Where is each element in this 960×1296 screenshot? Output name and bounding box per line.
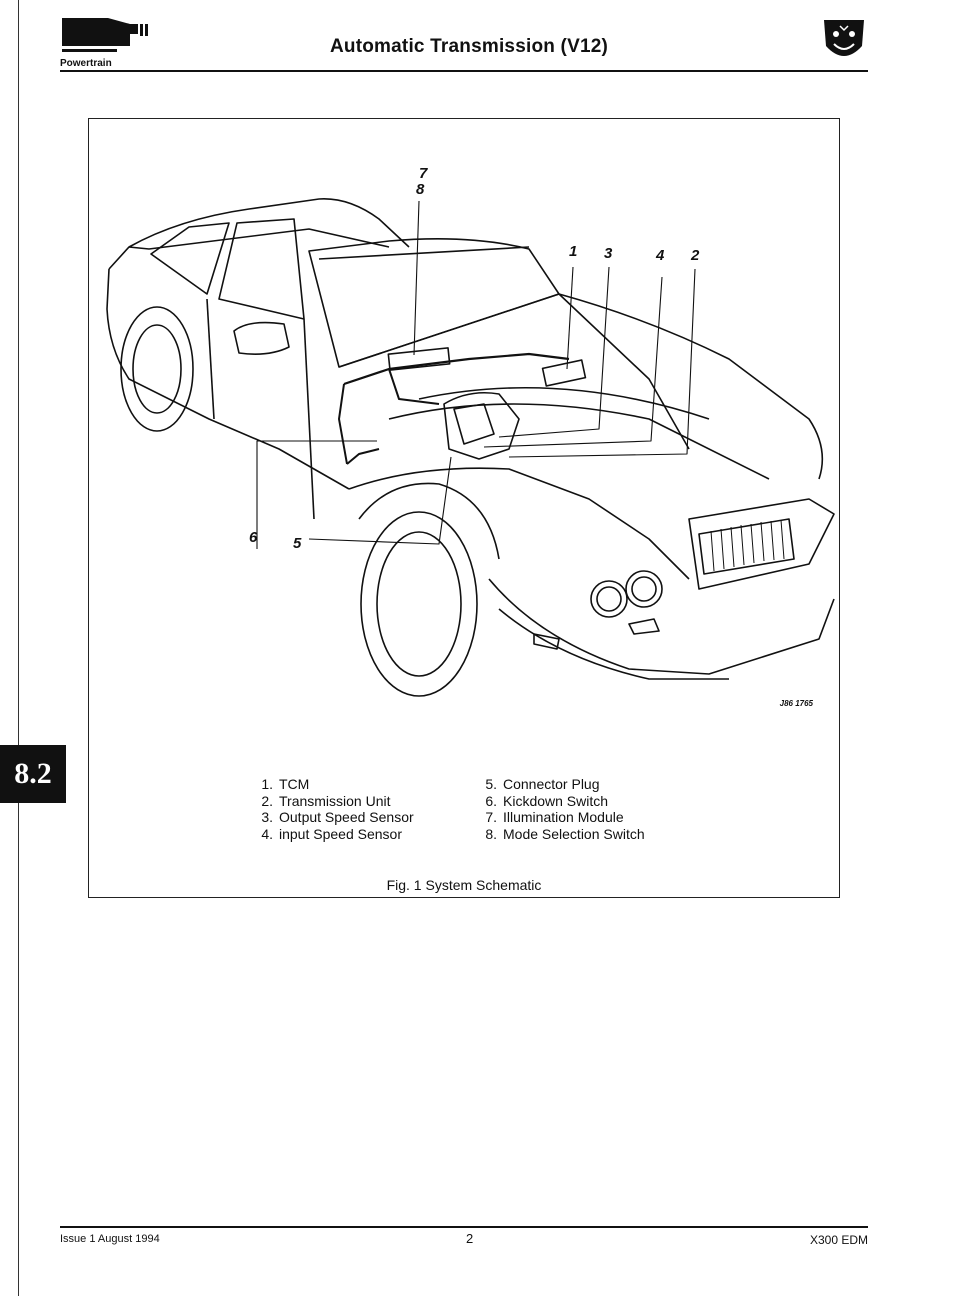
legend-item bbox=[479, 809, 645, 826]
callout-label: 4 bbox=[656, 247, 665, 264]
page-number: 2 bbox=[466, 1231, 474, 1246]
callout-label: 2 bbox=[691, 247, 700, 264]
legend-column bbox=[479, 776, 645, 842]
legend-column bbox=[255, 776, 414, 842]
callout-label: 8 bbox=[416, 181, 425, 198]
legend-label: Illumination Module bbox=[503, 809, 624, 825]
transmission-section-icon bbox=[60, 16, 150, 56]
issue-date: Issue 1 August 1994 bbox=[60, 1233, 160, 1245]
legend-number: 1. bbox=[261, 776, 273, 792]
legend-item bbox=[479, 793, 645, 810]
legend-number: 2. bbox=[261, 792, 273, 809]
section-tab: 8.2 bbox=[0, 745, 66, 803]
callout-label: 5 bbox=[293, 535, 302, 552]
margin-rule bbox=[18, 0, 19, 1296]
legend-number: 3. bbox=[261, 809, 273, 825]
legend-label: Mode Selection Switch bbox=[503, 825, 645, 842]
drawing-reference: J86 1765 bbox=[779, 699, 813, 708]
callout-label: 3 bbox=[604, 245, 613, 262]
footer-rule bbox=[60, 1226, 868, 1228]
legend-number: 6. bbox=[485, 792, 497, 809]
legend-item bbox=[479, 826, 645, 843]
legend-item bbox=[255, 793, 414, 810]
legend-label: Transmission Unit bbox=[279, 792, 391, 809]
legend-item bbox=[255, 826, 414, 843]
section-label: Powertrain bbox=[60, 58, 112, 69]
legend-label: Kickdown Switch bbox=[503, 792, 609, 809]
legend-label: input Speed Sensor bbox=[279, 825, 402, 842]
legend-item bbox=[479, 776, 645, 793]
header-rule bbox=[60, 70, 868, 72]
legend-item bbox=[255, 809, 414, 826]
legend-number: 4. bbox=[261, 825, 273, 842]
page-title: Automatic Transmission (V12) bbox=[330, 36, 609, 57]
legend-item bbox=[255, 776, 414, 793]
callout-label: 7 bbox=[419, 165, 428, 182]
page-header bbox=[60, 10, 868, 74]
legend-label: Output Speed Sensor bbox=[279, 809, 414, 825]
car-schematic-illustration bbox=[89, 119, 841, 719]
jaguar-badge-icon bbox=[820, 16, 868, 66]
legend-label: Connector Plug bbox=[503, 776, 600, 792]
legend-number: 5. bbox=[485, 776, 497, 792]
legend-number: 8. bbox=[485, 825, 497, 842]
document-code: X300 EDM bbox=[809, 1233, 868, 1247]
callout-label: 6 bbox=[249, 529, 258, 546]
callout-label: 1 bbox=[569, 243, 578, 260]
figure-frame bbox=[88, 118, 840, 898]
figure-caption: Fig. 1 System Schematic bbox=[386, 877, 542, 893]
legend-label: TCM bbox=[279, 776, 310, 792]
legend-number: 7. bbox=[485, 809, 497, 825]
